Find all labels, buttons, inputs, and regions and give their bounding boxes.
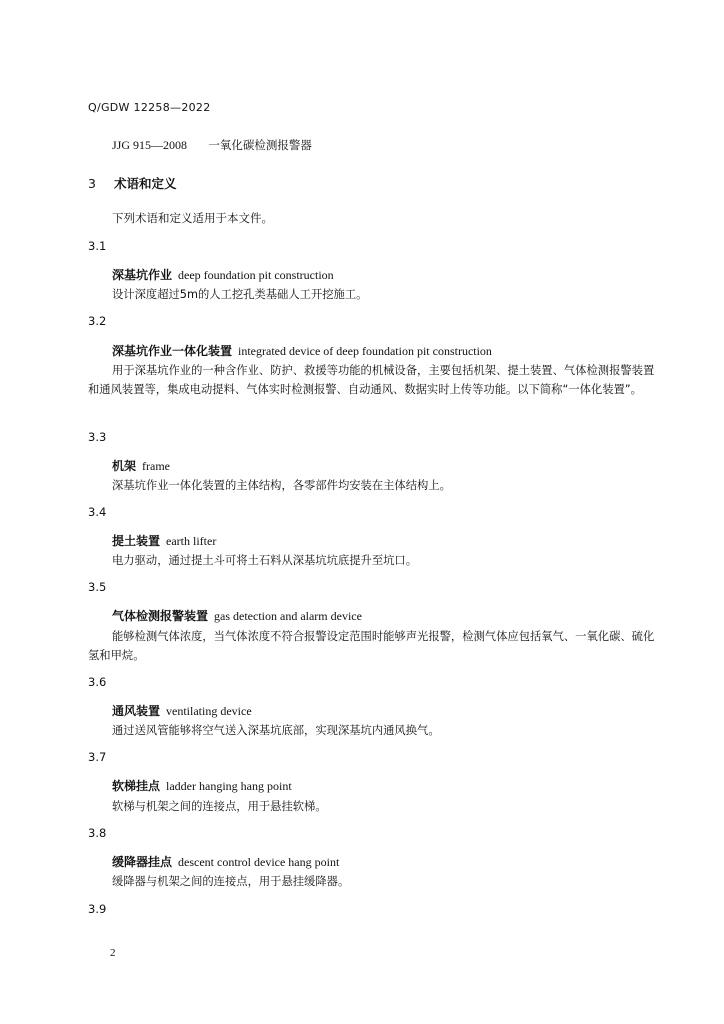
term-number: 3.8 [88,826,107,840]
section-heading [88,174,177,192]
term-number: 3.6 [88,675,107,689]
term-zh: 缓降器挂点 [112,855,173,869]
term-en: deep foundation pit construction [178,268,334,282]
term-zh: 深基坑作业一体化装置 [112,344,233,358]
term-number: 3.7 [88,750,107,764]
term-zh: 深基坑作业 [112,268,173,282]
term-number: 3.2 [88,314,107,328]
term-zh: 机架 [112,459,137,473]
term-number: 3.5 [88,580,107,594]
section-intro: 下列术语和定义适用于本文件。 [112,211,273,225]
page-number: 2 [110,947,116,959]
term-definition: 软梯与机架之间的连接点，用于悬挂软梯。 [112,800,327,813]
term-entry [112,266,334,283]
term-definition: 用于深基坑作业的一种含作业、防护、救援等功能的机械设备，主要包括机架、提土装置、气体检测报警装置和通风装置等，集成电动提料、气体实时检测报警、自动通风、数据实时上传等功能。以下简称“一体化装置”。 [88,364,655,396]
term-definition: 电力驱动，通过提土斗可将土石料从深基坑坑底提升至坑口。 [112,554,418,567]
section-number: 3 [88,176,96,191]
term-zh: 气体检测报警装置 [112,609,209,623]
section-title: 术语和定义 [114,176,177,191]
term-entry [112,532,216,549]
term-entry [112,607,362,624]
term-en: integrated device of deep foundation pit construction [238,344,492,358]
document-code-header: Q/GDW 12258—2022 [88,101,211,114]
term-entry [112,342,492,359]
term-entry [112,853,339,870]
term-en: ladder hanging hang point [166,779,292,793]
term-en: descent control device hang point [178,855,340,869]
term-en: ventilating device [166,704,252,718]
term-definition: 缓降器与机架之间的连接点，用于悬挂缓降器。 [112,875,350,888]
term-number: 3.4 [88,505,107,519]
term-definition: 通过送风管能够将空气送入深基坑底部，实现深基坑内通风换气。 [112,724,440,737]
term-definition: 深基坑作业一体化装置的主体结构，各零部件均安装在主体结构上。 [112,479,451,492]
term-number: 3.3 [88,430,107,444]
term-zh: 通风装置 [112,704,161,718]
term-zh: 软梯挂点 [112,779,161,793]
term-entry [112,457,170,474]
term-entry [112,702,252,719]
term-number: 3.9 [88,902,107,916]
term-definition: 能够检测气体浓度，当气体浓度不符合报警设定范围时能够声光报警，检测气体应包括氧气、一氧化碳、硫化氢和甲烷。 [88,630,655,662]
term-zh: 提土装置 [112,534,161,548]
reference-title: 一氧化碳检测报警器 [208,138,312,152]
term-definition: 设计深度超过5m的人工挖孔类基础人工开挖施工。 [112,288,368,301]
term-en: frame [142,459,170,473]
term-entry [112,777,292,794]
reference-code: JJG 915—2008 [112,138,188,152]
term-en: gas detection and alarm device [214,609,362,623]
term-en: earth lifter [166,534,217,548]
normative-reference [112,137,312,153]
term-number: 3.1 [88,239,107,253]
